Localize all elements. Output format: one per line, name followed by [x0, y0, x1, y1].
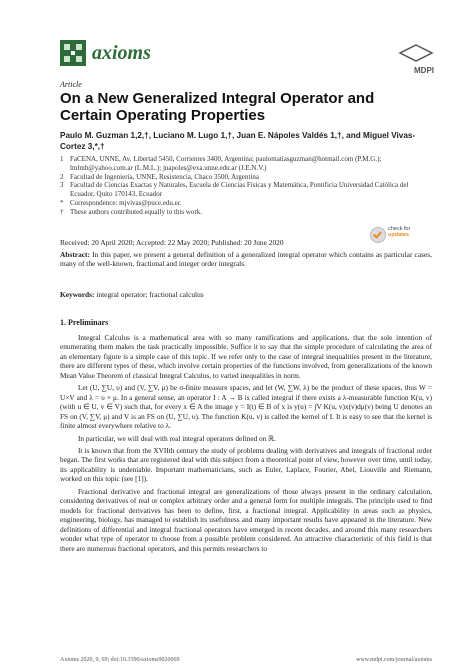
journal-logo-icon: [60, 40, 86, 66]
affiliations: [60, 155, 430, 217]
paragraph-5: Fractional derivative and fractional integral are generalizations of those always present in the ordinary calculation, considering derivatives of real or complex arbitrary order and a general form for multiple integrals. The principle used to find models for fractional derivatives has been to define, first, a fractional integral. Applicability in areas such as physics, engineering, biology, has managed to establish its usefulness and many important results have appeared in the literature. New definitions of differential and integral fractional operators have emerged in recent decades, and around this many researchers wonder what type of operator to choose from a possible problem considered. An attractive characteristic of this field is that there are numerous fractional operators, and this permits researchers to: [60, 486, 432, 553]
paragraph-3: In particular, we will deal with real integral operators defined on ℝ.: [78, 433, 276, 443]
affiliation-3: 3 Facultad de Ciencias Exactas y Naturales, Escuela de Ciencias Físicas y Matemática, Pontificia Universidad Católica del Ecuador, Quito 170143, Ecuador: [60, 181, 409, 199]
check-icon: [370, 227, 386, 243]
article-title: On a New Generalized Integral Operator and Certain Operating Properties: [60, 90, 375, 124]
equal-contribution-note: † These authors contributed equally to this work.: [60, 207, 202, 216]
paragraph-4: It is known that from the XVIIth century the study of problems dealing with derivatives and integrals of fractional order began. The first works that are registered deal with this subject from a theoretical point of view, however over time, until today, its applicability is undeniable. Important mathematicians, such as Euler, Laplace, Fourier, Abel, Liouville and Riemann, worked on this topic (see [1]).: [60, 445, 432, 484]
paragraph-1: Integral Calculus is a mathematical area with so many ramifications and applications, that the sole intention of enumerating them makes the task practically impossible. Suffice it to say that the simple procedure of calculating the area of an elementary figure is a simple case of this topic. If we refer only to the case of integral inequalities present in the literature, there are different types of these, which involve certain properties of the functions involved, from generalizations of the known Mean Value Theorem of classical Integral Calculus, to varied inequalities in norm.: [60, 333, 432, 380]
journal-name: axioms: [92, 42, 151, 64]
body-text: [60, 333, 432, 556]
article-type: Article: [60, 80, 82, 89]
publisher-name: MDPI: [414, 66, 434, 75]
citation-doi[interactable]: Axioms 2020, 9, 69; doi:10.3390/axioms9020069: [60, 657, 180, 663]
check-for-updates-button[interactable]: check for updates: [370, 226, 416, 248]
keywords-text: integral operator; fractional calculus: [96, 290, 204, 299]
correspondence: * Correspondence: mjvivas@puce.edu.ec: [60, 198, 181, 207]
affiliation-2: 2 Facultad de Ingeniería, UNNE, Resistencia, Chaco 3500, Argentina: [60, 172, 260, 181]
journal-url-link[interactable]: www.mdpi.com/journal/axioms: [356, 657, 432, 663]
section-heading: 1. Preliminars: [60, 318, 109, 327]
mdpi-logo-icon: [398, 44, 434, 62]
paragraph-2: Let (U, ∑U, υ) and (V, ∑V, μ) be σ-finite measure spaces, and let (W, ∑W, λ) be the product of these spaces, thus W = U×V and λ = υ × μ. In a general sense, an operator I : A → B is called integral if there exists a λ-measurable function K(u, v) (with u ∈ U, v ∈ V) such that, for every x ∈ A the image y = I(t) ∈ B of x is y(u) = ∫V K(u, v)x(v)dμ(v) being U denotes an FS on (V, ∑V, μ) and V is an FS on (U, ∑U, υ). The function K(u, v) is called the kernel of I. It is easy to see that the kernel is finite almost everywhere relative to λ.: [60, 383, 432, 431]
keywords-label: Keywords:: [60, 290, 95, 299]
journal-header: [60, 40, 434, 75]
publication-dates: Received: 20 April 2020; Accepted: 22 May 2020; Published: 20 June 2020: [60, 238, 284, 247]
author-list: Paulo M. Guzman 1,2,†, Luciano M. Lugo 1,†, Juan E. Nápoles Valdés 1,†, and Miguel Vivas-Cortez 3,*,†: [60, 131, 416, 151]
abstract: [60, 250, 432, 269]
abstract-text: In this paper, we present a general definition of a generalized integral operator which contains as particular cases, many of the well-known, fractional and integer order integrals.: [60, 250, 432, 269]
abstract-label: Abstract:: [60, 250, 90, 259]
keywords: [60, 290, 432, 299]
affiliation-1: 1 FaCENA, UNNE, Av. Libertad 5450, Corrientes 3400, Argentina; paulomatiasguzman@hotmail.com (P.M.G.); lmlmb@yahoo.com.ar (L.M.L.); jnapoles@exa.unne.edu.ar (J.E.N.V.): [60, 155, 382, 172]
